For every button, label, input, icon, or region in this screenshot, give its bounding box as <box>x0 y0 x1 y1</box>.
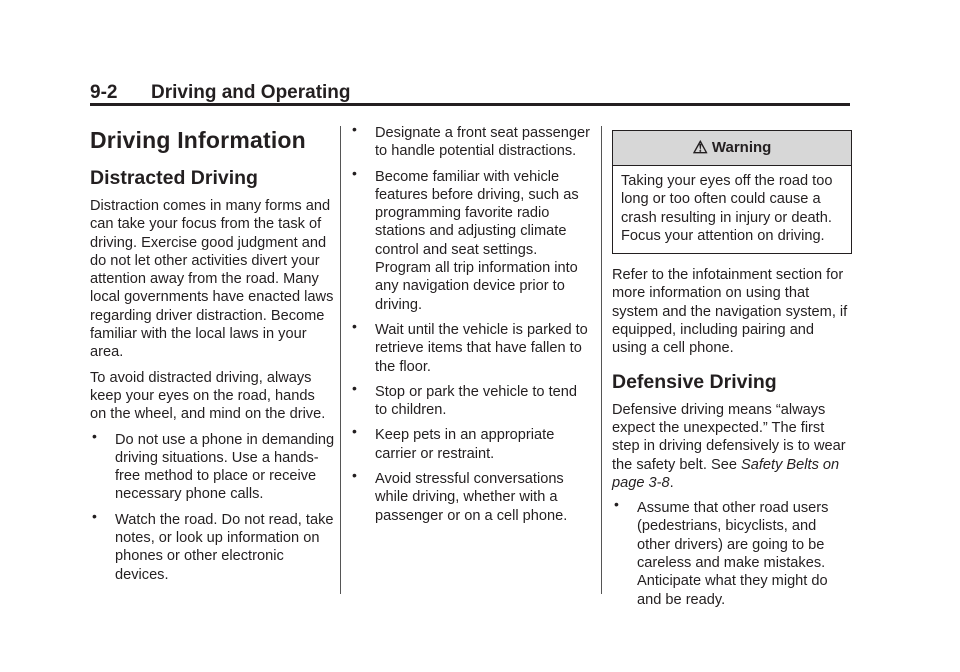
warning-box <box>612 130 852 254</box>
bullet-icon: • <box>352 121 357 137</box>
list-item: • Assume that other road users (pedestrians, bicyclists, and other drivers) are going to be careless and make mistakes. Anticipate what they might do and be ready. <box>614 496 829 608</box>
bullet-icon: • <box>352 379 357 396</box>
page-number: 9-2 <box>90 82 118 103</box>
bullet-icon: • <box>92 507 97 524</box>
column-left <box>90 126 335 591</box>
warning-icon: ⚠ <box>692 137 708 157</box>
bullet-list <box>612 496 852 609</box>
bullet-icon: • <box>352 317 357 334</box>
column-divider <box>601 126 602 594</box>
list-item: • Keep pets in an appropriate carrier or restraint. <box>352 423 555 462</box>
bullet-icon: • <box>352 164 357 181</box>
column-middle <box>350 121 590 532</box>
section-heading-defensive-driving: Defensive Driving <box>612 370 777 393</box>
bullet-icon: • <box>92 427 97 444</box>
bullet-icon: • <box>614 496 619 513</box>
bullet-icon: • <box>352 467 357 484</box>
list-item: • Avoid stressful conversations while driving, whether with a passenger or on a cell phone. <box>352 467 568 524</box>
section-heading-distracted-driving: Distracted Driving <box>90 167 258 189</box>
page-title: Driving Information <box>90 127 306 153</box>
paragraph: To avoid distracted driving, always keep your eyes on the road, hands on the wheel, and mind on the drive. <box>90 369 326 423</box>
paragraph: Refer to the infotainment section for more information on using that system and the navigation system, if equipped, including pairing and using a cell phone. <box>612 267 848 357</box>
paragraph: Defensive driving means “always expect the unexpected.” The first step in driving defensively is to wear the safety belt. See Safety Belts on page 3-8. <box>612 401 846 491</box>
list-item: • Watch the road. Do not read, take notes, or look up information on phones or other electronic devices. <box>92 507 334 583</box>
list-item: • Designate a front seat passenger to handle potential distractions. <box>352 121 590 160</box>
cross-reference-link[interactable]: Safety Belts on page 3-8 <box>612 456 840 491</box>
page-header <box>90 82 850 104</box>
list-item: • Become familiar with vehicle features before driving, such as programming favorite radio stations and adjusting climate control and seat settings. Program all trip information into any navigation device prior to driving. <box>352 164 579 313</box>
section-title: Driving and Operating <box>151 82 351 103</box>
column-divider <box>340 126 341 594</box>
list-item: • Do not use a phone in demanding driving situations. Use a hands-free method to place or receive necessary phone calls. <box>92 427 335 503</box>
bullet-list <box>90 427 335 584</box>
bullet-list <box>350 121 590 525</box>
column-right <box>612 130 852 616</box>
warning-text: Taking your eyes off the road too long or too often could cause a crash resulting in injury or death. Focus your attention on driving. <box>621 173 833 244</box>
list-item: • Stop or park the vehicle to tend to children. <box>352 379 578 419</box>
header-rule <box>90 103 850 106</box>
list-item: • Wait until the vehicle is parked to retrieve items that have fallen to the floor. <box>352 317 588 375</box>
bullet-icon: • <box>352 423 357 440</box>
warning-title: Warning <box>711 138 772 156</box>
paragraph: Distraction comes in many forms and can take your focus from the task of driving. Exercise good judgment and do not let other activities divert your attention away from the road. Many local governments have enacted laws regarding driver distraction. Become familiar with the local laws in your area. <box>90 198 334 361</box>
warning-header <box>613 131 851 166</box>
